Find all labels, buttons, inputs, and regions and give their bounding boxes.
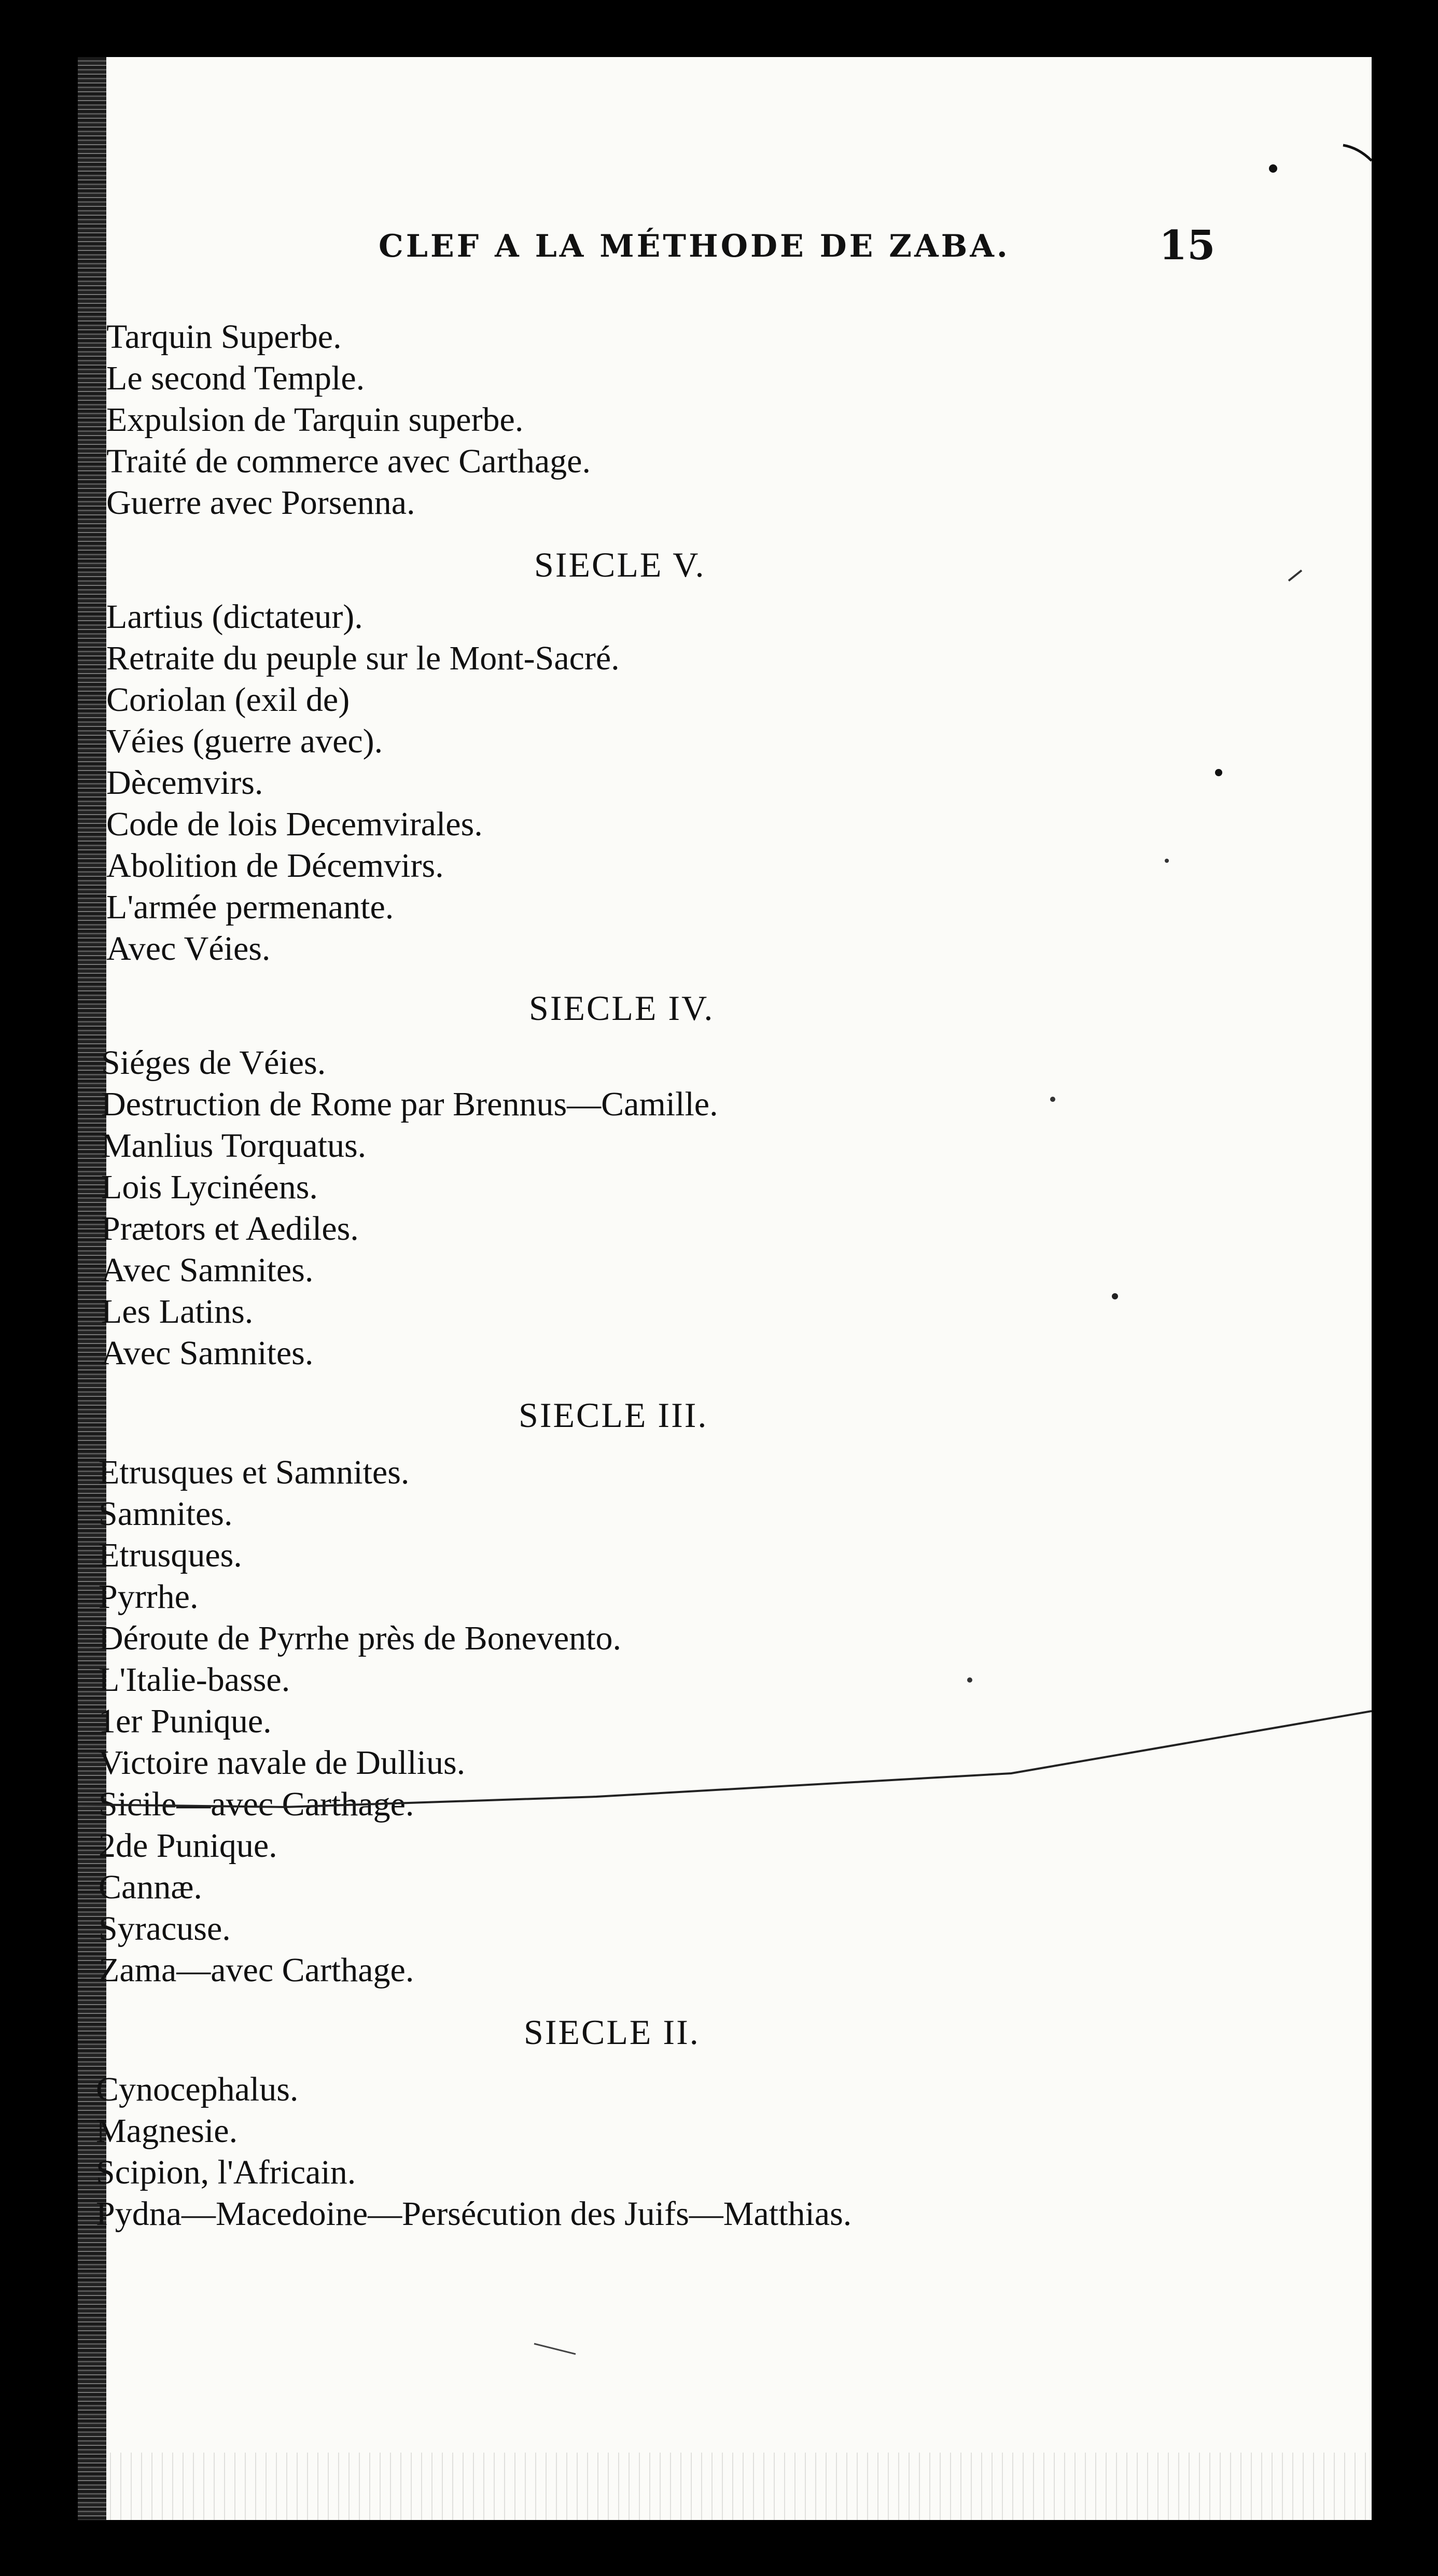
list-item: Dècemvirs.: [106, 764, 263, 802]
list-item: Véies (guerre avec).: [106, 722, 383, 760]
list-item: Magnesie.: [96, 2112, 238, 2150]
list-item: Retraite du peuple sur le Mont-Sacré.: [106, 639, 620, 677]
list-item: Code de lois Decemvirales.: [106, 805, 483, 843]
list-item: Guerre avec Porsenna.: [106, 484, 415, 522]
list-item: Lartius (dictateur).: [106, 598, 363, 636]
list-item: Sicile—avec Carthage.: [99, 1785, 414, 1823]
list-item: Déroute de Pyrrhe près de Bonevento.: [99, 1619, 622, 1657]
list-item: Scipion, l'Africain.: [96, 2153, 356, 2191]
list-item: Syracuse.: [99, 1910, 231, 1948]
list-item: 2de Punique.: [99, 1827, 277, 1865]
list-item: Les Latins.: [101, 1293, 254, 1331]
list-item: L'armée permenante.: [106, 888, 394, 926]
list-item: Coriolan (exil de): [106, 681, 350, 719]
page-number: 15: [1159, 222, 1216, 269]
list-item: Siéges de Véies.: [101, 1044, 326, 1082]
list-item: Manlius Torquatus.: [101, 1127, 367, 1165]
list-item: Etrusques.: [99, 1536, 242, 1574]
list-item: Avec Samnites.: [101, 1334, 314, 1372]
list-item: Expulsion de Tarquin superbe.: [106, 401, 524, 439]
section-heading: SIECLE II.: [524, 2012, 700, 2052]
running-title: CLEF A LA MÉTHODE DE ZABA.: [379, 228, 1010, 264]
list-item: Victoire navale de Dullius.: [99, 1744, 466, 1782]
list-item: Tarquin Superbe.: [106, 318, 342, 356]
list-item: Traité de commerce avec Carthage.: [106, 442, 591, 480]
list-item: Cynocephalus.: [96, 2070, 299, 2108]
scan-edge-noise: [106, 2453, 1372, 2520]
section-heading: SIECLE IV.: [529, 988, 715, 1028]
list-item: Abolition de Décemvirs.: [106, 847, 444, 885]
list-item: Lois Lycinéens.: [101, 1168, 318, 1206]
list-item: Zama—avec Carthage.: [99, 1951, 414, 1989]
list-item: Le second Temple.: [106, 359, 365, 397]
list-item: Destruction de Rome par Brennus—Camille.: [101, 1085, 718, 1123]
section-heading: SIECLE III.: [519, 1395, 708, 1435]
list-item: L'Italie-basse.: [99, 1661, 290, 1699]
list-item: Avec Véies.: [106, 930, 271, 968]
list-item: Etrusques et Samnites.: [99, 1453, 410, 1491]
scanned-page: [78, 57, 1372, 2520]
list-item: Pyrrhe.: [99, 1578, 199, 1616]
list-item: Avec Samnites.: [101, 1251, 314, 1289]
list-item: Pydna—Macedoine—Persécution des Juifs—Matthias.: [96, 2195, 852, 2233]
list-item: Prætors et Aediles.: [101, 1210, 359, 1248]
list-item: 1er Punique.: [99, 1702, 272, 1740]
list-item: Cannæ.: [99, 1868, 202, 1906]
section-heading: SIECLE V.: [534, 545, 706, 584]
list-item: Samnites.: [99, 1495, 233, 1533]
